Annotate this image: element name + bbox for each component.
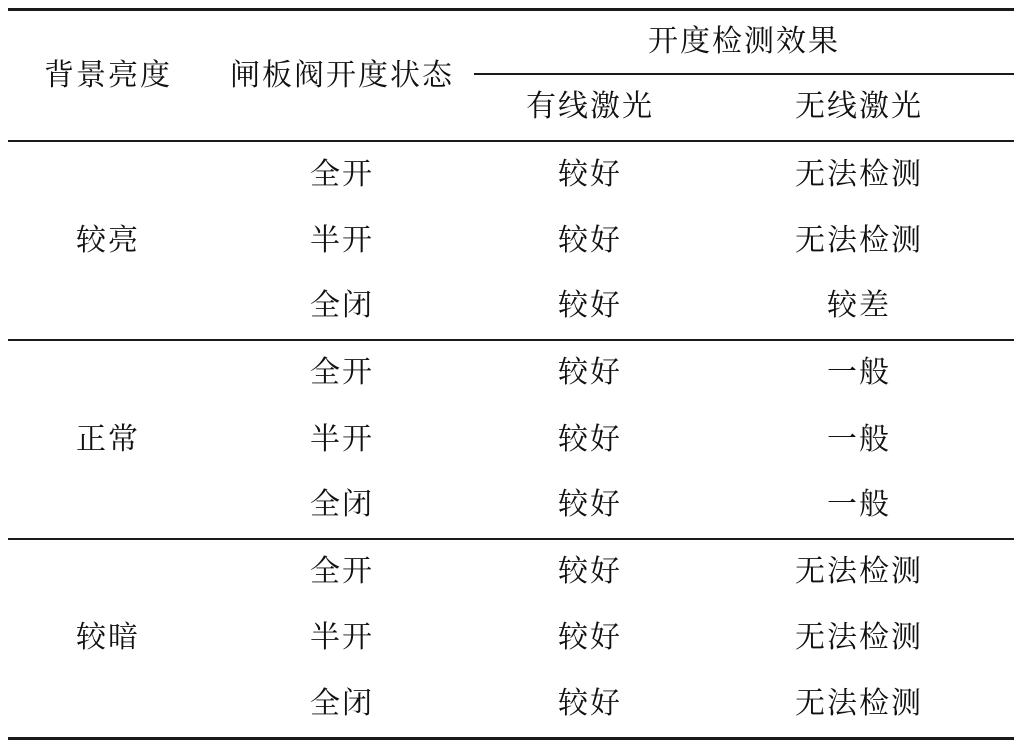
group-divider-rule (8, 339, 1014, 341)
row-gate-state: 半开 (310, 223, 374, 258)
group-brightness-label: 较暗 (76, 620, 140, 655)
row-gate-state: 半开 (310, 422, 374, 457)
row-wireless-result: 无法检测 (795, 554, 923, 589)
row-gate-state: 全开 (310, 157, 374, 192)
row-wired-result: 较好 (558, 487, 622, 522)
header-wired-laser: 有线激光 (526, 89, 654, 124)
header-effect-group: 开度检测效果 (648, 24, 840, 59)
header-span-rule (474, 73, 1014, 75)
header-bottom-rule (8, 140, 1014, 142)
group-divider-rule (8, 538, 1014, 540)
row-wired-result: 较好 (558, 686, 622, 721)
header-brightness: 背景亮度 (44, 58, 172, 93)
header-wireless-laser: 无线激光 (795, 89, 923, 124)
row-wired-result: 较好 (558, 554, 622, 589)
row-wireless-result: 一般 (827, 355, 891, 390)
row-wired-result: 较好 (558, 355, 622, 390)
row-wireless-result: 较差 (827, 288, 891, 323)
group-brightness-label: 较亮 (76, 223, 140, 258)
row-wireless-result: 无法检测 (795, 157, 923, 192)
row-wired-result: 较好 (558, 620, 622, 655)
header-gate-state: 闸板阀开度状态 (230, 58, 454, 93)
group-brightness-label: 正常 (76, 422, 140, 457)
row-wireless-result: 一般 (827, 487, 891, 522)
row-wired-result: 较好 (558, 422, 622, 457)
row-wired-result: 较好 (558, 157, 622, 192)
table-bottom-rule (8, 737, 1014, 740)
row-gate-state: 全闭 (310, 487, 374, 522)
row-gate-state: 全闭 (310, 288, 374, 323)
row-wired-result: 较好 (558, 223, 622, 258)
table-top-rule (8, 8, 1014, 11)
row-gate-state: 全开 (310, 554, 374, 589)
row-wireless-result: 无法检测 (795, 686, 923, 721)
row-gate-state: 全开 (310, 355, 374, 390)
row-wireless-result: 一般 (827, 422, 891, 457)
row-gate-state: 全闭 (310, 686, 374, 721)
row-gate-state: 半开 (310, 620, 374, 655)
row-wired-result: 较好 (558, 288, 622, 323)
row-wireless-result: 无法检测 (795, 223, 923, 258)
row-wireless-result: 无法检测 (795, 620, 923, 655)
